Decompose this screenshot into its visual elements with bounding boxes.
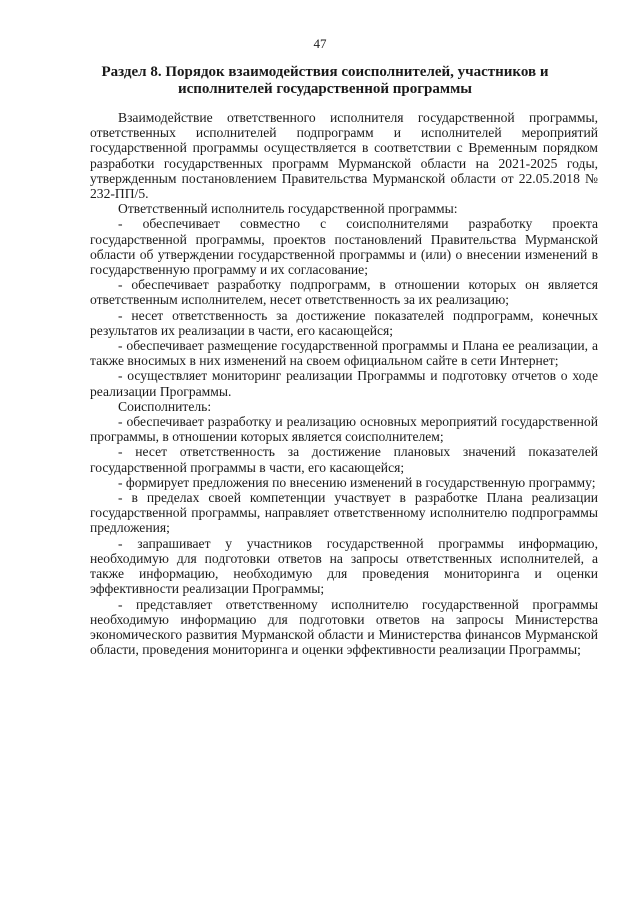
section-title bbox=[90, 64, 560, 98]
section-title-line-1: Раздел 8. Порядок взаимодействия соисполнителей, участников и bbox=[101, 64, 549, 80]
list-item: - осуществляет мониторинг реализации Программы и подготовку отчетов о ходе реализации Программы. bbox=[90, 368, 598, 399]
responsible-executor-heading: Ответственный исполнитель государственной программы: bbox=[118, 201, 458, 217]
list-item: - обеспечивает разработку подпрограмм, в отношении которых он является ответственным исполнителем, несет ответственность за их реализацию; bbox=[90, 277, 598, 308]
list-item: - представляет ответственному исполнителю государственной программы необходимую информацию для подготовки ответов на запросы Министерства экономического развития Мурманской области и Министерства финансов Мурманской области, проведения мониторинга и оценки эффективности реализации Программы; bbox=[90, 596, 598, 658]
intro-paragraph: Взаимодействие ответственного исполнителя государственной программы, ответственных исполнителей подпрограмм и исполнителей мероприятий государственной программы осуществляется в соответствии с Временным порядком разработки государственных программ Мурманской области на 2021-2025 годы, утвержденным постановлением Правительства Мурманской области от 22.05.2018 № 232-ПП/5. bbox=[90, 110, 598, 202]
list-item: - несет ответственность за достижение показателей подпрограмм, конечных результатов их реализации в части, его касающейся; bbox=[90, 307, 598, 338]
list-item: - несет ответственность за достижение плановых значений показателей государственной программы в части, его касающейся; bbox=[90, 444, 598, 475]
document-body bbox=[90, 110, 598, 657]
section-title-line-2: исполнителей государственной программы bbox=[177, 81, 473, 97]
page-number: 47 bbox=[313, 36, 327, 51]
list-item: - в пределах своей компетенции участвует в разработке Плана реализации государственной программы, направляет ответственному исполнителю подпрограммы предложения; bbox=[90, 490, 598, 536]
list-item: - запрашивает у участников государственной программы информацию, необходимую для подготовки ответов на запросы ответственных исполнителей, а также информацию, необходимую для проведения мониторинга и оценки эффективности реализации Программы; bbox=[90, 535, 598, 597]
list-item: - формирует предложения по внесению изменений в государственную программу; bbox=[118, 474, 596, 490]
list-item: - обеспечивает совместно с соисполнителями разработку проекта государственной программы, проектов постановлений Правительства Мурманской области об утверждении государственной программы и (или) о внесении изменений в государственную программу и их согласование; bbox=[90, 216, 598, 278]
list-item: - обеспечивает разработку и реализацию основных мероприятий государственной программы, в отношении которых является соисполнителем; bbox=[90, 414, 598, 445]
co-executor-heading: Соисполнитель: bbox=[118, 398, 212, 414]
list-item: - обеспечивает размещение государственной программы и Плана ее реализации, а также вносимых в них изменений на своем официальном сайте в сети Интернет; bbox=[90, 338, 598, 369]
